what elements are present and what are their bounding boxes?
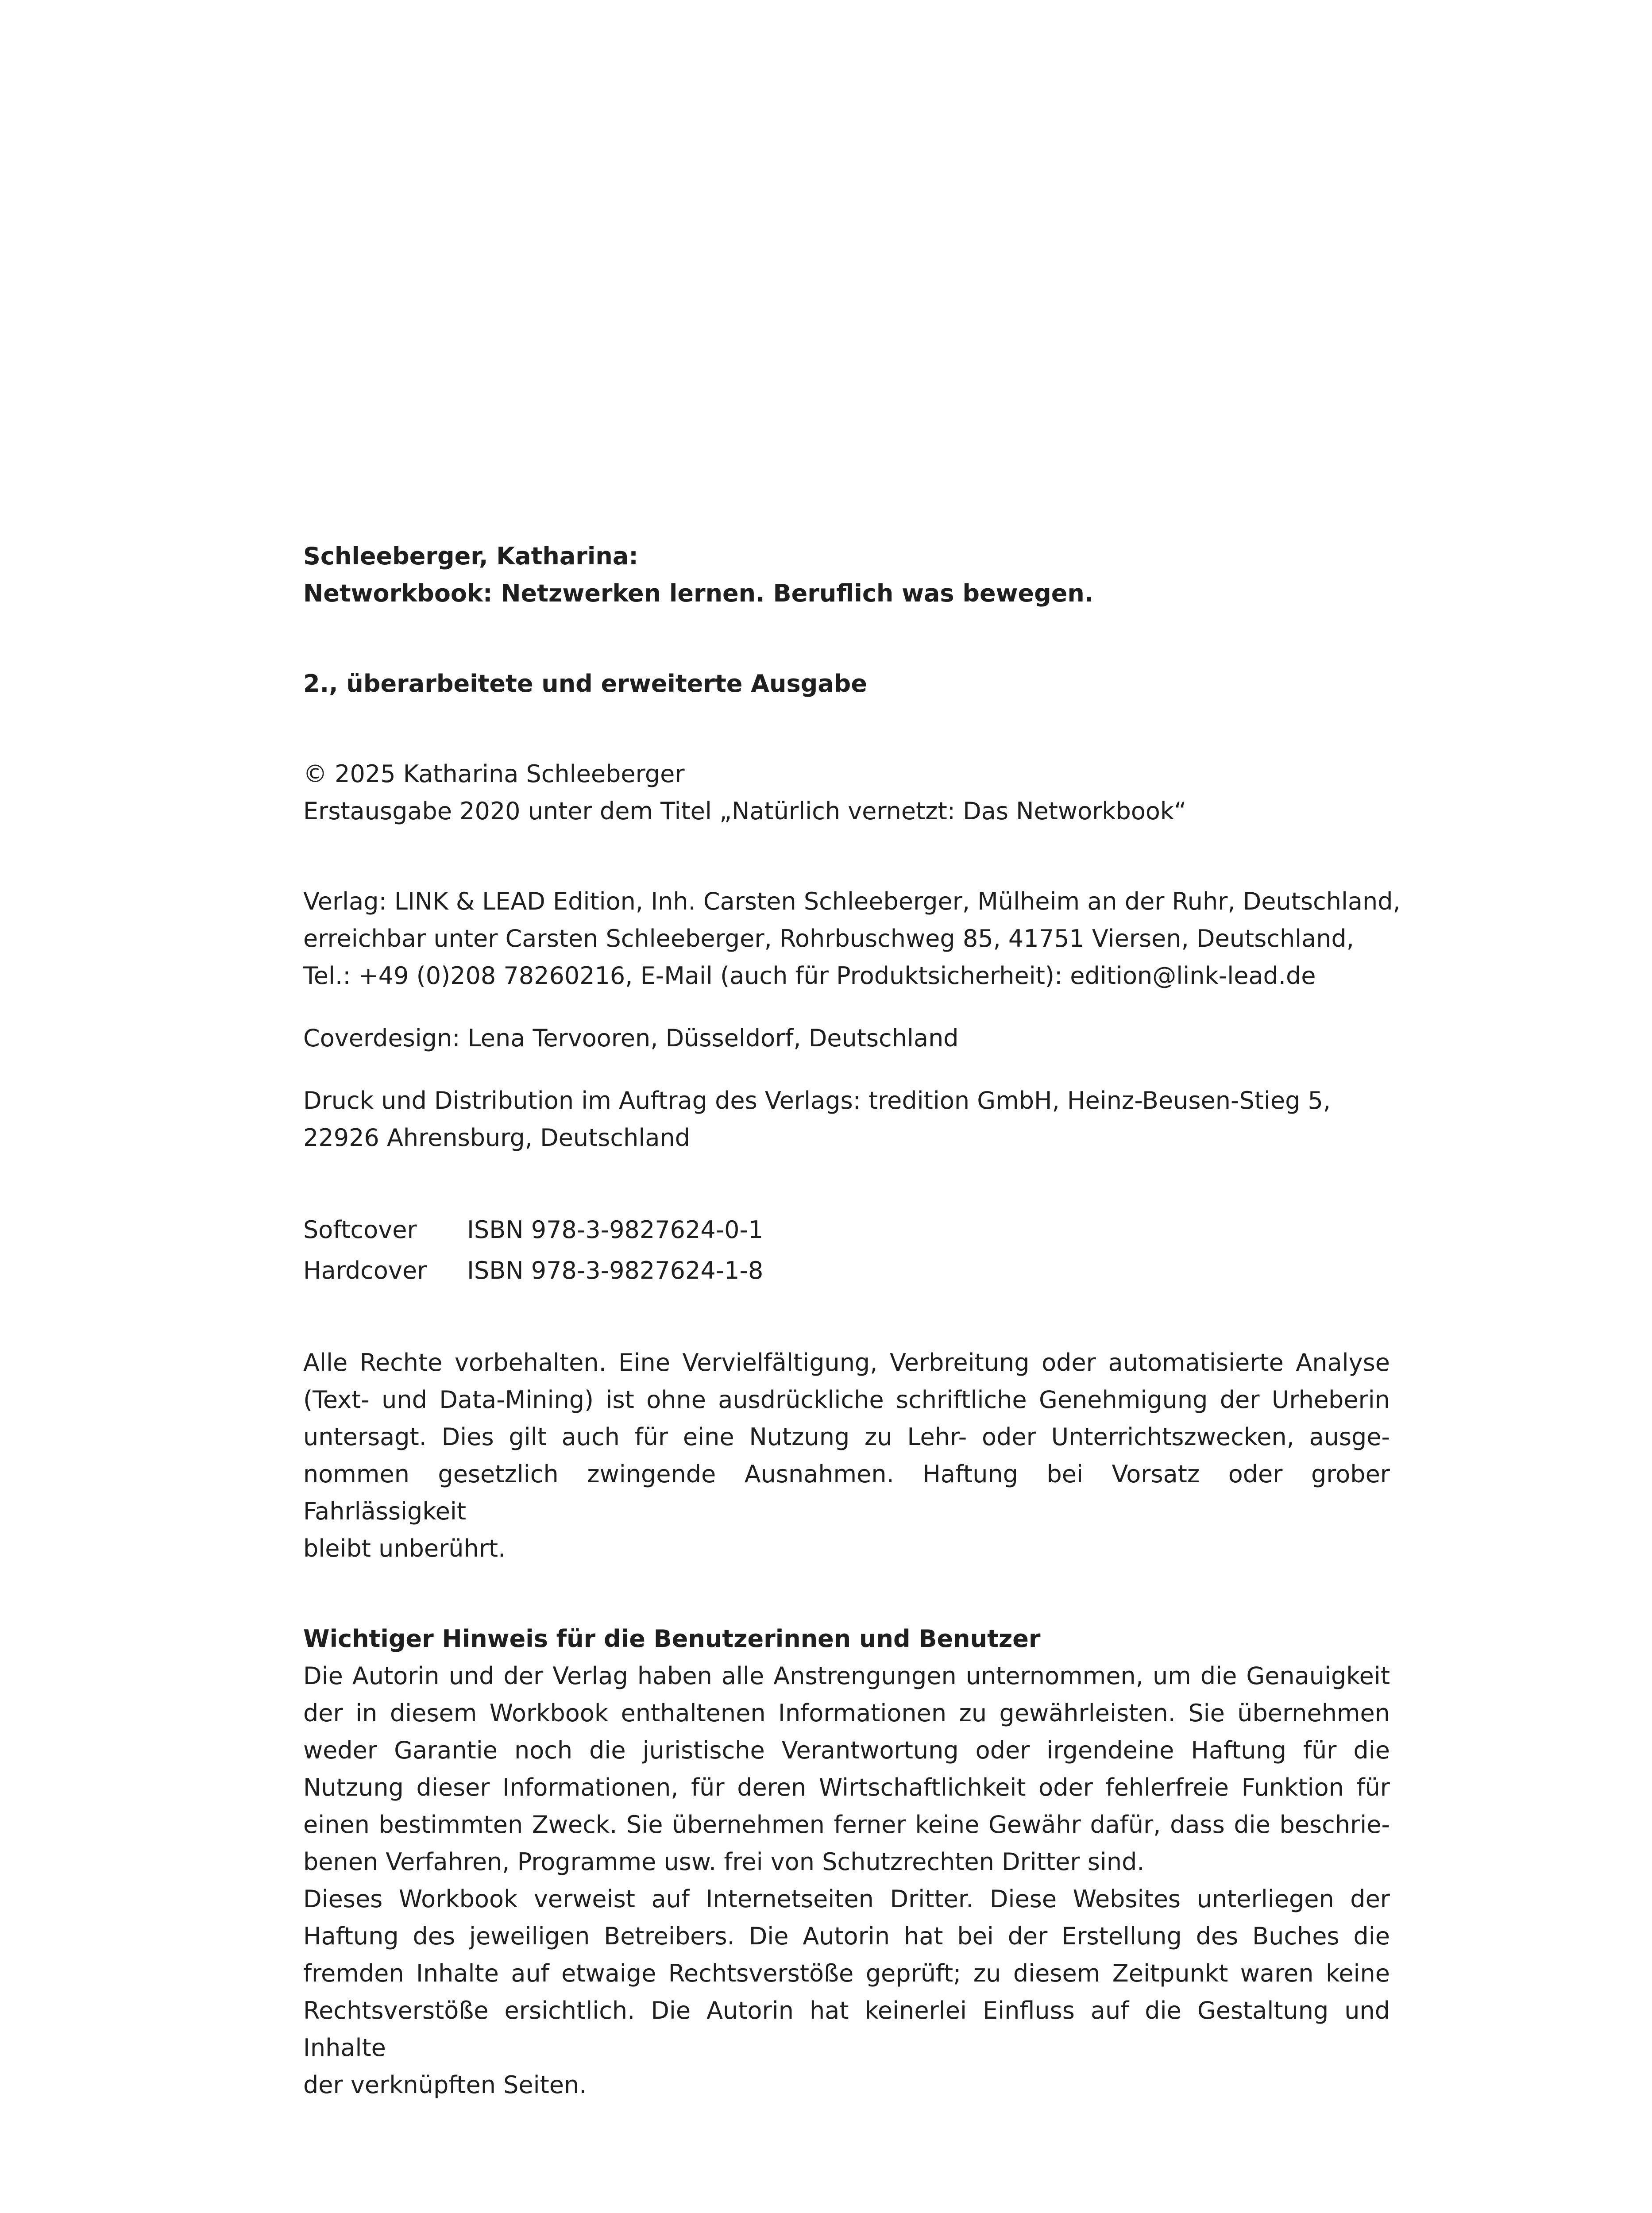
notice-paragraph-1	[303, 1658, 1390, 1881]
distribution-line-2: 22926 Ahrensburg, Deutschland	[303, 1124, 690, 1152]
imprint-content	[303, 538, 1401, 2104]
isbn-format-label: Softcover	[303, 1216, 417, 1244]
notice2-line-2: Haftung des jeweiligen Betreibers. Die Autorin hat bei der Erstellung des Buches die	[303, 1922, 1390, 1950]
book-title-line: Networkbook: Netzwerken lernen. Beruflich was bewegen.	[303, 579, 1094, 607]
notice-paragraph-2	[303, 1881, 1390, 2104]
distribution-line-1: Druck und Distribution im Auftrag des Verlags: tredition GmbH, Heinz-Beusen-Stieg 5,	[303, 1087, 1331, 1114]
publisher-line-1: Verlag: LINK & LEAD Edition, Inh. Carsten Schleeberger, Mülheim an der Ruhr, Deutschland,	[303, 887, 1401, 915]
publisher-block	[303, 883, 1401, 995]
notice-heading: Wichtiger Hinweis für die Benutzerinnen und Benutzer	[303, 1625, 1041, 1653]
isbn-number: ISBN 978-3-9827624-0-1	[467, 1216, 764, 1244]
notice-line-1: Die Autorin und der Verlag haben alle Anstrengungen unternommen, um die Genauigkeit	[303, 1662, 1390, 1690]
coverdesign-block	[303, 1020, 1390, 1057]
rights-line-5: bleibt unberührt.	[303, 1534, 506, 1562]
notice-block	[303, 1620, 1390, 2104]
coverdesign-line: Coverdesign: Lena Tervooren, Düsseldorf, Deutschland	[303, 1024, 959, 1052]
isbn-row-hardcover	[303, 1250, 1390, 1291]
notice2-line-4: Rechtsverstöße ersichtlich. Die Autorin hat keinerlei Einfluss auf die Gestaltung und Inhalte	[303, 1997, 1390, 2062]
rights-line-2: (Text- und Data-Mining) ist ohne ausdrückliche schriftliche Genehmigung der Urheberin	[303, 1386, 1390, 1414]
publisher-line-3: Tel.: +49 (0)208 78260216, E-Mail (auch für Produktsicherheit): edition@link-lead.de	[303, 962, 1316, 990]
copyright-line: © 2025 Katharina Schleeberger	[303, 760, 685, 788]
first-edition-line: Erstausgabe 2020 unter dem Titel „Natürlich vernetzt: Das Networkbook“	[303, 797, 1187, 825]
notice2-line-1: Dieses Workbook verweist auf Internetseiten Dritter. Diese Websites unterliegen der	[303, 1885, 1390, 1913]
bibliographic-header	[303, 538, 1390, 612]
isbn-row-softcover	[303, 1210, 1390, 1250]
rights-line-3: untersagt. Dies gilt auch für eine Nutzung zu Lehr- oder Unterrichtszwecken, ausge-	[303, 1423, 1390, 1451]
notice-line-5: einen bestimmten Zweck. Sie übernehmen ferner keine Gewähr dafür, dass die beschrie-	[303, 1811, 1390, 1839]
notice-line-3: weder Garantie noch die juristische Verantwortung oder irgendeine Haftung für die	[303, 1736, 1390, 1764]
publisher-line-2: erreichbar unter Carsten Schleeberger, Rohrbuschweg 85, 41751 Viersen, Deutschland,	[303, 925, 1354, 952]
notice-line-2: der in diesem Workbook enthaltenen Informationen zu gewährleisten. Sie übernehmen	[303, 1699, 1390, 1727]
notice-line-4: Nutzung dieser Informationen, für deren Wirtschaftlichkeit oder fehlerfreie Funktion für	[303, 1773, 1390, 1801]
notice-line-6: benen Verfahren, Programme usw. frei von Schutzrechten Dritter sind.	[303, 1848, 1145, 1876]
notice2-line-3: fremden Inhalte auf etwaige Rechtsverstöße geprüft; zu diesem Zeitpunkt waren keine	[303, 1959, 1390, 1987]
author-line: Schleeberger, Katharina:	[303, 542, 638, 570]
rights-paragraph	[303, 1344, 1390, 1567]
notice2-line-5: der verknüpften Seiten.	[303, 2071, 587, 2099]
rights-line-1: Alle Rechte vorbehalten. Eine Vervielfältigung, Verbreitung oder automatisierte Analyse	[303, 1349, 1390, 1376]
isbn-block	[303, 1210, 1390, 1291]
rights-line-4: nommen gesetzlich zwingende Ausnahmen. Haftung bei Vorsatz oder grober Fahrlässigkeit	[303, 1460, 1390, 1525]
distribution-block	[303, 1082, 1390, 1157]
isbn-number: ISBN 978-3-9827624-1-8	[467, 1257, 764, 1284]
edition-statement	[303, 665, 1390, 702]
copyright-block	[303, 756, 1390, 830]
edition-line: 2., überarbeitete und erweiterte Ausgabe	[303, 670, 867, 698]
isbn-format-label: Hardcover	[303, 1257, 427, 1284]
